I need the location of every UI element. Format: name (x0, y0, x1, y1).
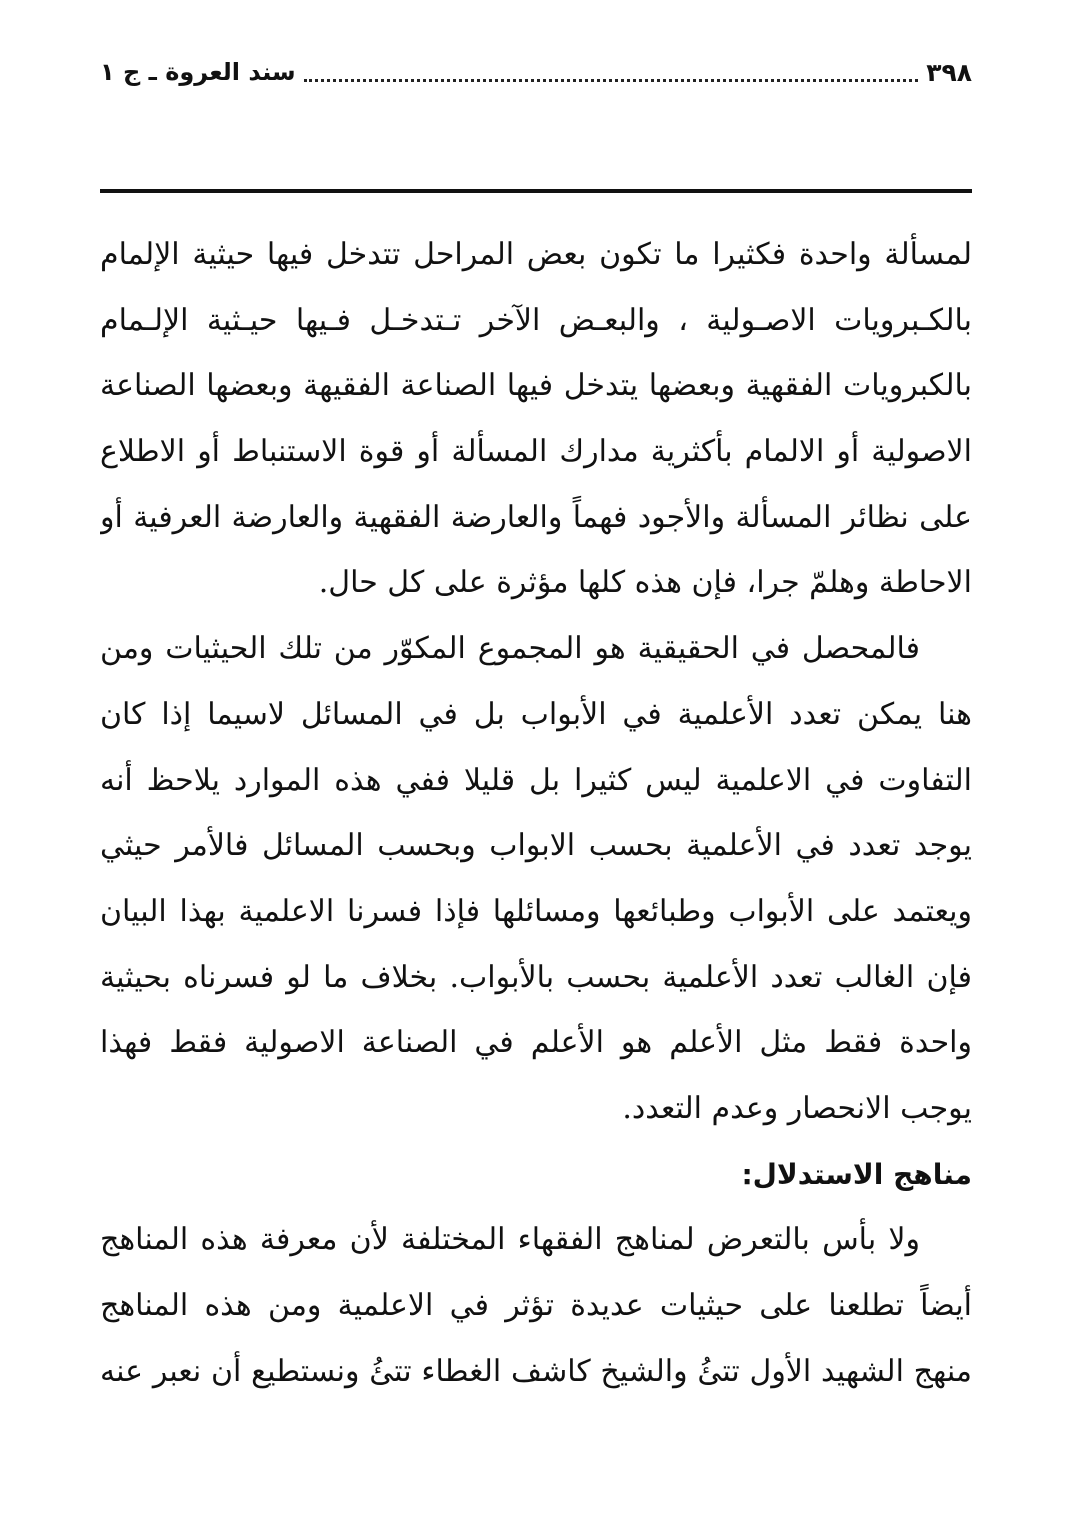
paragraph-start-line: فالمحصل في الحقيقية هو المجموع المكوّر من تلك الحيثيات ومن (100, 631, 920, 667)
text-line: على نظائر المسألة والأجود فهماً والعارضة الفقهية والعارضة العرفية أو (100, 499, 972, 535)
page-header (100, 50, 972, 94)
body-text (100, 222, 972, 1404)
paragraph-start-line: ولا بأس بالتعرض لمناهج الفقهاء المختلفة لأن معرفة هذه المناهج (100, 1222, 920, 1258)
text-line: واحدة فقط مثل الأعلم هو الأعلم في الصناعة الاصولية فقط فهذا (100, 1025, 972, 1061)
text-line: بالكـبرويات الاصـولية ، والبعـض الآخر تـتدخـل فـيها حيـثية الإلـمام (100, 302, 972, 338)
section-heading: مناهج الاستدلال: (741, 1157, 972, 1191)
text-line: التفاوت في الاعلمية ليس كثيرا بل قليلا ففي هذه الموارد يلاحظ أنه (100, 762, 972, 798)
text-line: ويعتمد على الأبواب وطبائعها ومسائلها فإذا فسرنا الاعلمية بهذا البيان (100, 893, 972, 929)
text-line: أيضاً تطلعنا على حيثيات عديدة تؤثر في الاعلمية ومن هذه المناهج (100, 1288, 972, 1323)
text-line: الاصولية أو الالمام بأكثرية مدارك المسألة أو قوة الاستنباط أو الاطلاع (100, 434, 972, 470)
dotted-leader (304, 79, 919, 82)
text-line: هنا يمكن تعدد الأعلمية في الأبواب بل في المسائل لاسيما إذا كان (100, 696, 972, 732)
text-line: الاحاطة وهلمّ جرا، فإن هذه كلها مؤثرة على كل حال. (318, 565, 972, 601)
page-number: ٣٩٨ (926, 57, 972, 87)
text-line: فإن الغالب تعدد الأعلمية بحسب بالأبواب. بخلاف ما لو فسرناه بحيثية (100, 959, 972, 995)
text-line: منهج الشهيد الأول تتئُ والشيخ كاشف الغطاء تتئُ ونستطيع أن نعبر عنه (100, 1353, 972, 1389)
text-line: يوجب الانحصار وعدم التعدد. (622, 1090, 972, 1126)
text-line: بالكبرويات الفقهية وبعضها يتدخل فيها الصناعة الفقيهة وبعضها الصناعة (100, 368, 972, 404)
running-title: سند العروة ـ ج ١ (100, 58, 296, 86)
text-line: لمسألة واحدة فكثيرا ما تكون بعض المراحل تتدخل فيها حيثية الإلمام (100, 237, 972, 272)
text-line: يوجد تعدد في الأعلمية بحسب الابواب وبحسب المسائل فالأمر حيثي (100, 828, 972, 864)
header-rule (100, 189, 972, 193)
